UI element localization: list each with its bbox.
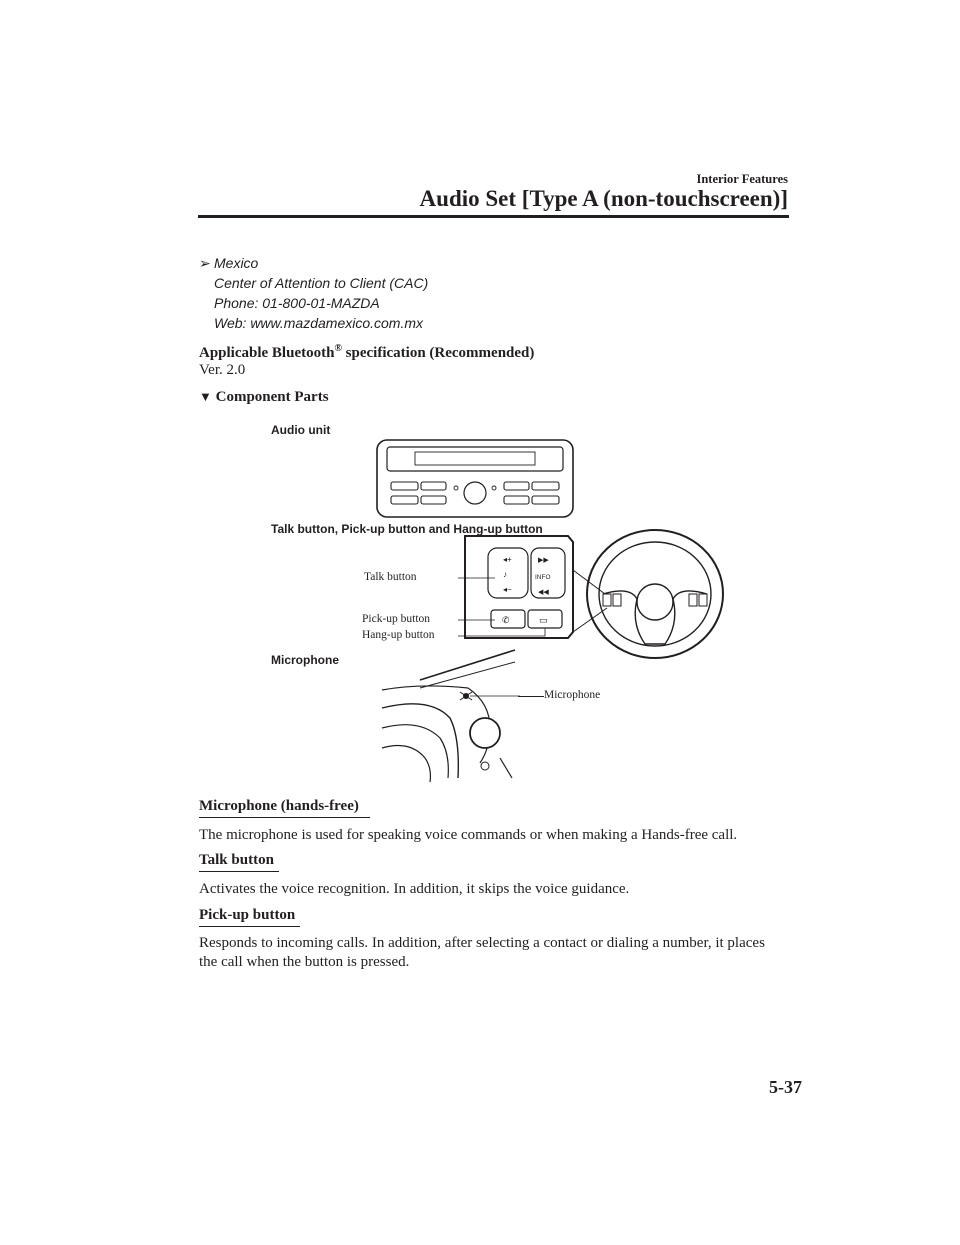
spec-title	[199, 343, 534, 362]
spec-title-text: Applicable Bluetooth	[199, 345, 335, 361]
item-text: Responds to incoming calls. In addition, after selecting a contact or dialing a number, it places the call when the button is pressed.	[199, 935, 765, 970]
region-line: Phone: 01-800-01-MAZDA	[214, 295, 380, 311]
item-title-underline	[199, 926, 300, 927]
svg-text:♪: ♪	[503, 570, 507, 579]
component-parts-title: Component Parts	[215, 389, 329, 405]
item-title-underline	[199, 871, 279, 872]
figure-label-buttons: Talk button, Pick-up button and Hang-up button	[271, 522, 543, 536]
steering-switch-illustration	[455, 524, 755, 664]
callout-talk-button: Talk button	[364, 571, 417, 583]
svg-text:✆: ✆	[502, 616, 510, 626]
svg-text:▶▶: ▶▶	[538, 557, 549, 564]
item-title: Pick-up button	[199, 907, 296, 923]
audio-unit-illustration	[375, 438, 575, 520]
svg-text:◂+: ◂+	[503, 555, 512, 564]
figure-label-microphone: Microphone	[271, 653, 339, 667]
item-title-underline	[199, 817, 370, 818]
info-switch-label: INFO	[535, 574, 551, 581]
callout-microphone: Microphone	[544, 689, 601, 701]
spec-version: Ver. 2.0	[199, 362, 246, 378]
header-rule	[198, 215, 789, 218]
region-line: Center of Attention to Client (CAC)	[214, 275, 429, 291]
microphone-illustration	[380, 648, 520, 784]
registered-mark: ®	[334, 343, 342, 354]
region-line: Web: www.mazdamexico.com.mx	[214, 315, 424, 331]
item-title: Microphone (hands-free)	[199, 798, 359, 814]
section-label: Interior Features	[696, 172, 788, 186]
item-text: Activates the voice recognition. In addition, it skips the voice guidance.	[199, 881, 630, 897]
callout-pickup-button: Pick-up button	[362, 613, 431, 625]
svg-text:▭: ▭	[539, 616, 548, 626]
triangle-down-icon: ▼	[199, 389, 212, 404]
component-parts-heading	[199, 389, 329, 406]
item-title: Talk button	[199, 852, 274, 868]
svg-text:◀◀: ◀◀	[538, 589, 549, 596]
item-text: The microphone is used for speaking voice commands or when making a Hands-free call.	[199, 827, 738, 843]
callout-leader	[518, 696, 544, 697]
region-name: Mexico	[214, 255, 259, 271]
callout-hangup-button: Hang-up button	[362, 629, 435, 641]
region-contact	[199, 253, 428, 333]
page-number: 5-37	[769, 1077, 802, 1097]
spec-title-suffix: specification (Recommended)	[341, 345, 535, 361]
figure-label-audio-unit: Audio unit	[271, 423, 331, 437]
svg-text:◂−: ◂−	[503, 585, 512, 594]
arrow-right-icon: ➢	[199, 255, 211, 271]
page-title: Audio Set [Type A (non-touchscreen)]	[419, 186, 788, 211]
